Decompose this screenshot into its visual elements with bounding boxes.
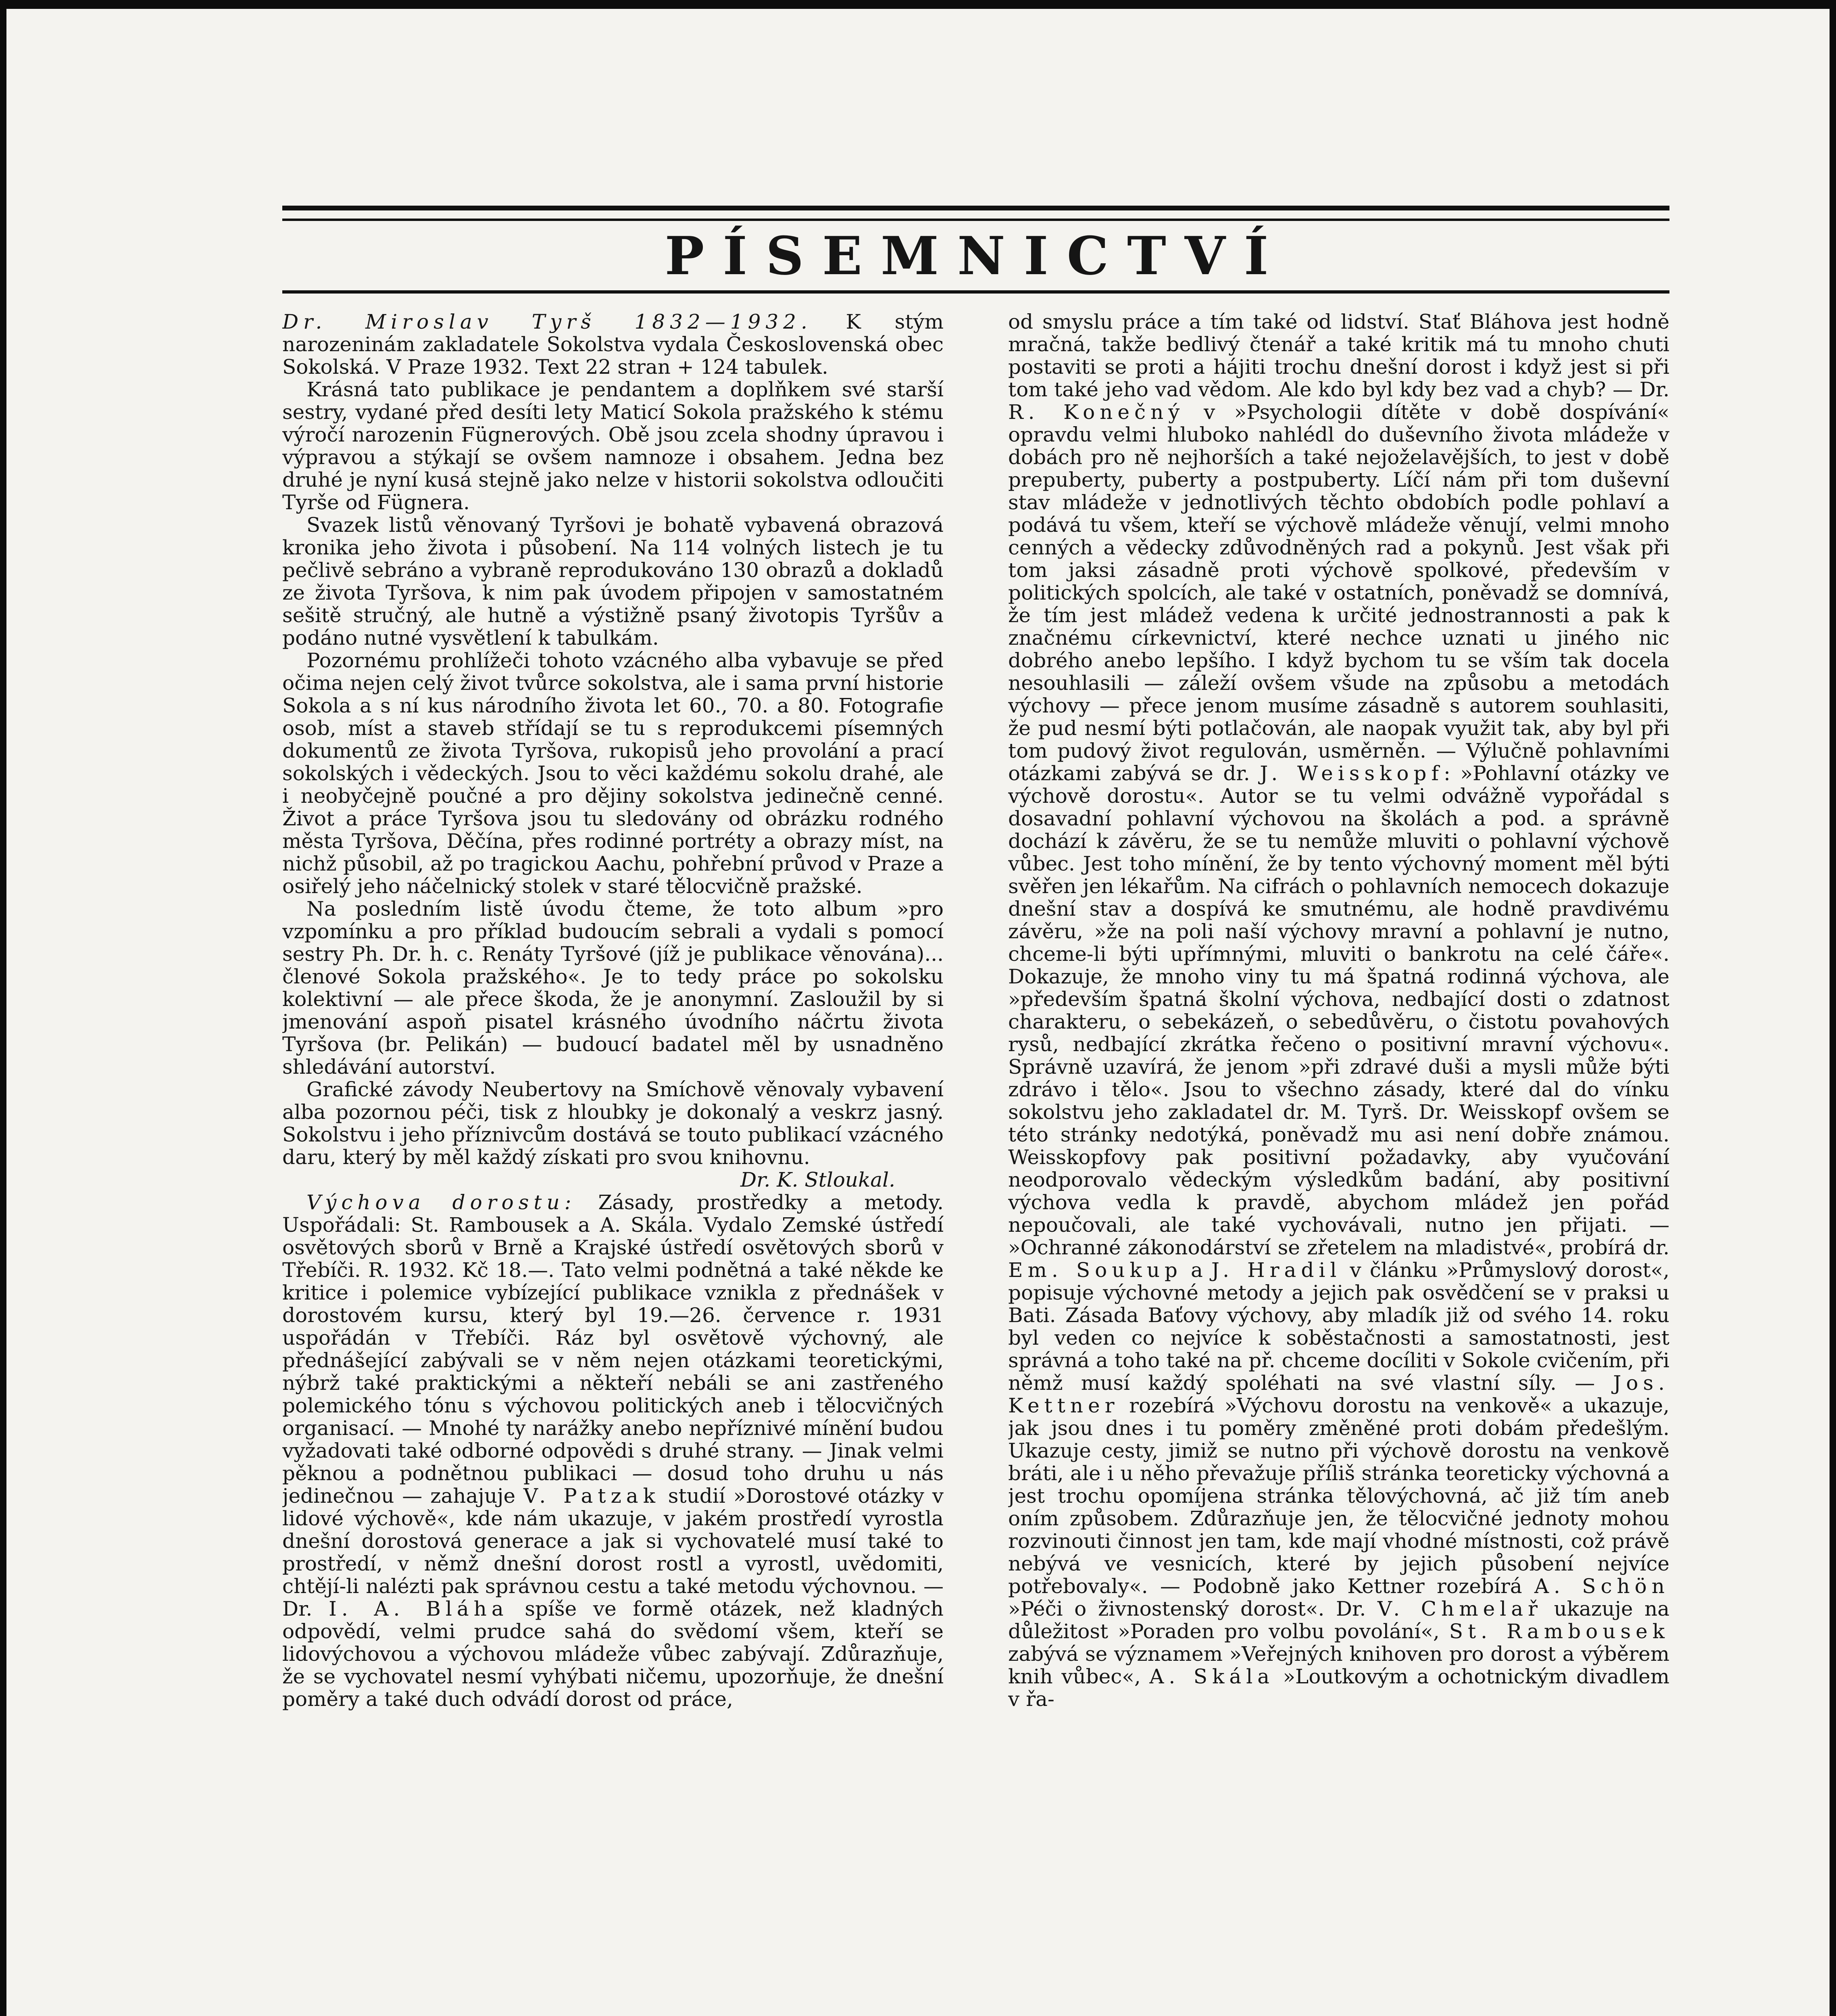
- review-continuation: [1008, 310, 1669, 1710]
- paragraph: Krásná tato publikace je pendantem a doplňkem své starší sestry, vydané před desíti lety Maticí Sokola pražského k stému výročí narozenin Fügnerových. Obě jsou zcela shodny úpravou i výpravou a stýkají se ovšem namnoze i obsahem. Jedna bez druhé je nyní kusá stejně jako nelze v historii sokolstva odloučiti Tyrše od Fügnera.: [282, 378, 944, 514]
- right-column: [1008, 310, 1669, 2016]
- author-name: Jos. Kettner: [1008, 1371, 1669, 1417]
- review-tyrs-title: Dr. Miroslav Tyrš 1832—1932.: [282, 310, 812, 333]
- section-title: PÍSEMNICTVÍ: [665, 225, 1287, 287]
- author-name: V. Patzak: [523, 1484, 660, 1508]
- paragraph-text: v »Psychologii dítěte v době dospívání« opravdu velmi hluboko nahlédl do duševního života mládeže v dobách pro ně nejhorších a také nejoželavějších, to jest v době prepuberty, puberty a postpuberty. Líčí nám při tom duševní stav mládeže v jednotlivých těchto obdobích podle pohlaví a podává tu všem, kteří se výchově mládeže věnují, velmi mnoho cenných a vědecky zdůvodněných rad a pokynů. Jest však při tom jaksi zásadně proti výchově spolkové, především v politických spolcích, ale také v ostatních, poněvadž se domnívá, že tím jest mládež vedena k určité jednostrannosti a pak k značnému církevnictví, které nechce uznati u jiného nic dobrého anebo lepšího. I když bychom tu se vším tak docela nesouhlasili — záleží ovšem všude na způsobu a metodách výchovy — přece jenom musíme zásadně s autorem souhlasiti, že pud nesmí býti potlačován, ale naopak využit tak, aby byl při tom pudový život regulován, usměrněn. — Výlučně pohlavními otázkami zabývá se dr.: [1008, 400, 1669, 785]
- author-name: St. Rambousek: [1449, 1620, 1669, 1643]
- paragraph-text: Zásady, prostředky a metody. Uspořádali: St. Rambousek a A. Skála. Vydalo Zemské ústředí osvětových sborů v Brně a Krajské ústředí osvětových sborů v Třebíči. R. 1932. Kč 18.—. Tato velmi podnětná a také někde ke kritice i polemice vybízející publikace vznikla z přednášek v dorostovém kursu, který byl 19.—26. července r. 1931 uspořádán v Třebíči. Ráz byl osvětově výchovný, ale přednášející zabývali se v něm nejen otázkami teoretickými, nýbrž také praktickými a někteří nebáli se ani zastřeného polemického tónu s výchovou politických aneb i tělocvičných organisací. — Mnohé ty narážky anebo nepříznivé mínění budou vyžadovati také odborné odpovědi s druhé strany. — Jinak velmi pěknou a podnětnou publikaci — dosud toho druhu u nás jedinečnou — zahajuje: [282, 1191, 944, 1508]
- review-vychova-entry: [282, 1191, 944, 1710]
- page: [282, 177, 1669, 2016]
- paragraph-text: »Péči o živnostenský dorost«. Dr.: [1008, 1597, 1378, 1620]
- paragraph-text: v článku »Průmyslový dorost«, popisuje výchovné metody a jejich pak osvědčení se v praksi u Bati. Zásada Baťovy výchovy, aby mladík již od svého 14. roku byl veden co nejvíce k soběstačnosti a samostatnosti, jest správná a toho také na př. chceme docíliti v Sokole cvičením, při němž musí každý spoléhati na své vlastní síly. —: [1008, 1258, 1669, 1395]
- review-vychova-title: Výchova dorostu:: [306, 1191, 576, 1214]
- bottom-rule: [282, 290, 1669, 294]
- review-tyrs-bibliography: K stým narozeninám zakladatele Sokolstva vydala Československá obec Sokolská. V Praze 1932. Text 22 stran + 124 tabulek.: [282, 310, 944, 379]
- top-rule-thin: [282, 219, 1669, 221]
- review-tyrs-entry: [282, 310, 944, 378]
- paragraph-text: »Loutkovým a ochotnickým divadlem v řa-: [1008, 1665, 1669, 1711]
- author-name: V. Chmelař: [1377, 1597, 1542, 1620]
- author-name: I. A. Bláha: [329, 1597, 508, 1620]
- paragraph-text: : »Pohlavní otázky ve výchově dorostu«. Autor se tu velmi odvážně vypořádal s dosavadní pohlavní výchovou na školách a pod. a správně dochází k závěru, že se tu nemůže mluviti o pohlavní výchově vůbec. Jest toho mínění, že by tento výchovný moment měl býti svěřen jen lékařům. Na cifrách o pohlavních nemocech dokazuje dnešní stav a dospívá ke smutnému, ale hodně pravdivému závěru, »že na poli naší výchovy mravní a pohlavní je nutno, chceme-li býti upřímnými, mluviti o bankrotu na celé čáře«. Dokazuje, že mnoho viny tu má špatná rodinná výchova, ale »především špatná školní výchova, nedbající dosti o zdatnost charakteru, o sebekázeň, o sebedůvěru, o čistotu povahových rysů, nedbající zkrátka řečeno o positivní mravní výchovu«. Správně uzavírá, že jenom »při zdravé duši a mysli může býti zdrávo i tělo«. Jsou to všechno zásady, které dal do vínku sokolstvu jeho zakladatel dr. M. Tyrš. Dr. Weisskopf ovšem se této stránky nedotýká, poněvadž mu asi není dobře známou. Weisskopfovy pak positivní požadavky, aby vyučování neodporovalo vědeckým výsledkům badání, aby positivní výchova vedla k pravdě, abychom mládež jen pořád nepoučovali, ale také vychovávali, nutno jen přijati. — »Ochranné zákonodárství se zřetelem na mladistvé«, probírá dr.: [1008, 762, 1669, 1259]
- author-name: R. Konečný: [1008, 400, 1185, 424]
- paragraph: Grafické závody Neubertovy na Smíchově věnovaly vybavení alba pozornou péči, tisk z hloubky je dokonalý a veskrz jasný. Sokolstvu i jeho příznivcům dostává se touto publikací vzácného daru, který by měl každý získati pro svou knihovnu.: [282, 1078, 944, 1169]
- reviewer-signature: Dr. K. Stloukal.: [740, 1168, 895, 1191]
- paragraph: Svazek listů věnovaný Tyršovi je bohatě vybavená obrazová kronika jeho života i působení. Na 114 volných listech je tu pečlivě sebráno a vybraně reprodukováno 130 obrazů a dokladů ze života Tyršova, k nim pak úvodem připojen v samostatném sešitě stručný, ale hutně a výstižně psaný životopis Tyršův a podáno nutné vysvětlení k tabulkám.: [282, 513, 944, 650]
- paragraph: Pozornému prohlížeči tohoto vzácného alba vybavuje se před očima nejen celý život tvůrce sokolstva, ale i sama první historie Sokola a s ní kus národního života let 60., 70. a 80. Fotografie osob, míst a staveb střídají se tu s reprodukcemi písemných dokumentů ze života Tyršova, rukopisů jeho provolání a prací sokolských i vědeckých. Jsou to věci každému sokolu drahé, ale i neobyčejně poučné a pro dějiny sokolstva jedinečně cenné. Život a práce Tyršova jsou tu sledovány od obrázku rodného města Tyršova, Děčína, přes rodinné portréty a obrazy míst, na nichž působil, až po tragickou Aachu, pohřební průvod v Praze a osiřelý jeho náčelnický stolek v staré tělocvičně pražské.: [282, 649, 944, 898]
- paragraph-text: a: [1182, 1258, 1211, 1282]
- author-name: J. Weisskopf: [1260, 762, 1444, 785]
- left-column: [282, 310, 944, 2016]
- text-columns: [282, 310, 1669, 2016]
- paragraph-text: zabývá se významem »Veřejných knihoven pro dorost a výběrem knih vůbec«,: [1008, 1642, 1669, 1688]
- paragraph: Na posledním listě úvodu čteme, že toto album »pro vzpomínku a pro příklad budoucím sebrali a vydali s pomocí sestry Ph. Dr. h. c. Renáty Tyršové (jíž je publikace věnována)... členové Sokola pražského«. Je to tedy práce po sokolsku kolektivní — ale přece škoda, že je anonymní. Zasloužil by si jmenování aspoň pisatel krásného úvodního náčrtu života Tyršova (br. Pelikán) — budoucí badatel měl by usnadněno shledávání autorství.: [282, 897, 944, 1079]
- paragraph-text: od smyslu práce a tím také od lidství. Stať Bláhova jest hodně mračná, takže bedlivý čtenář a také kritik má tu mnoho chuti postaviti se proti a hájiti trochu dnešní dorost i když jest si při tom také jeho vad vědom. Ale kdo byl kdy bez vad a chyb? — Dr.: [1008, 310, 1669, 401]
- author-name: A. Schön: [1534, 1574, 1669, 1598]
- paragraph-text: ukazuje na důležitost »Poraden pro volbu povolání«,: [1008, 1597, 1669, 1643]
- author-name: A. Skála: [1149, 1665, 1274, 1688]
- top-rule-thick: [282, 206, 1669, 210]
- paragraph-text: rozebírá »Výchovu dorostu na venkově« a ukazuje, jak jsou dnes i tu poměry změněné proti dobám předešlým. Ukazuje cesty, jimiž se nutno při výchově dorostu na venkově bráti, ale i u něho převažuje příliš stránka teoreticky výchovná a jest trochu opomíjena stránka tělovýchovná, ač již tím aneb oním způsobem. Zdůrazňuje jen, že tělocvičné jednoty mohou rozvinouti činnost jen tam, kde mají vhodné místnosti, což právě nebývá ve vesnicích, které by jejich působení nejvíce potřebovaly«. — Podobně jako Kettner rozebírá: [1008, 1394, 1669, 1598]
- paragraph-text: spíše ve formě otázek, než kladných odpovědí, velmi prudce sahá do svědomí všem, kteří se lidovýchovou a výchovou mládeže vůbec zabývají. Zdůrazňuje, že se vychovatel nesmí vyhýbati ničemu, upozorňuje, že dnešní poměry a také duch odvádí dorost od práce,: [282, 1597, 944, 1711]
- author-name: Em. Soukup: [1008, 1258, 1182, 1282]
- paragraph-text: studií »Dorostové otázky v lidové výchově«, kde nám ukazuje, v jakém prostředí vyrostla dnešní dorostová generace a jak si vychovatelé musí také to prostředí, v němž dnešní dorost rostl a vyrostl, uvědomiti, chtějí-li nalézti pak správnou cestu a také metodu výchovnou. — Dr.: [282, 1484, 944, 1620]
- author-name: J. Hradil: [1211, 1258, 1342, 1282]
